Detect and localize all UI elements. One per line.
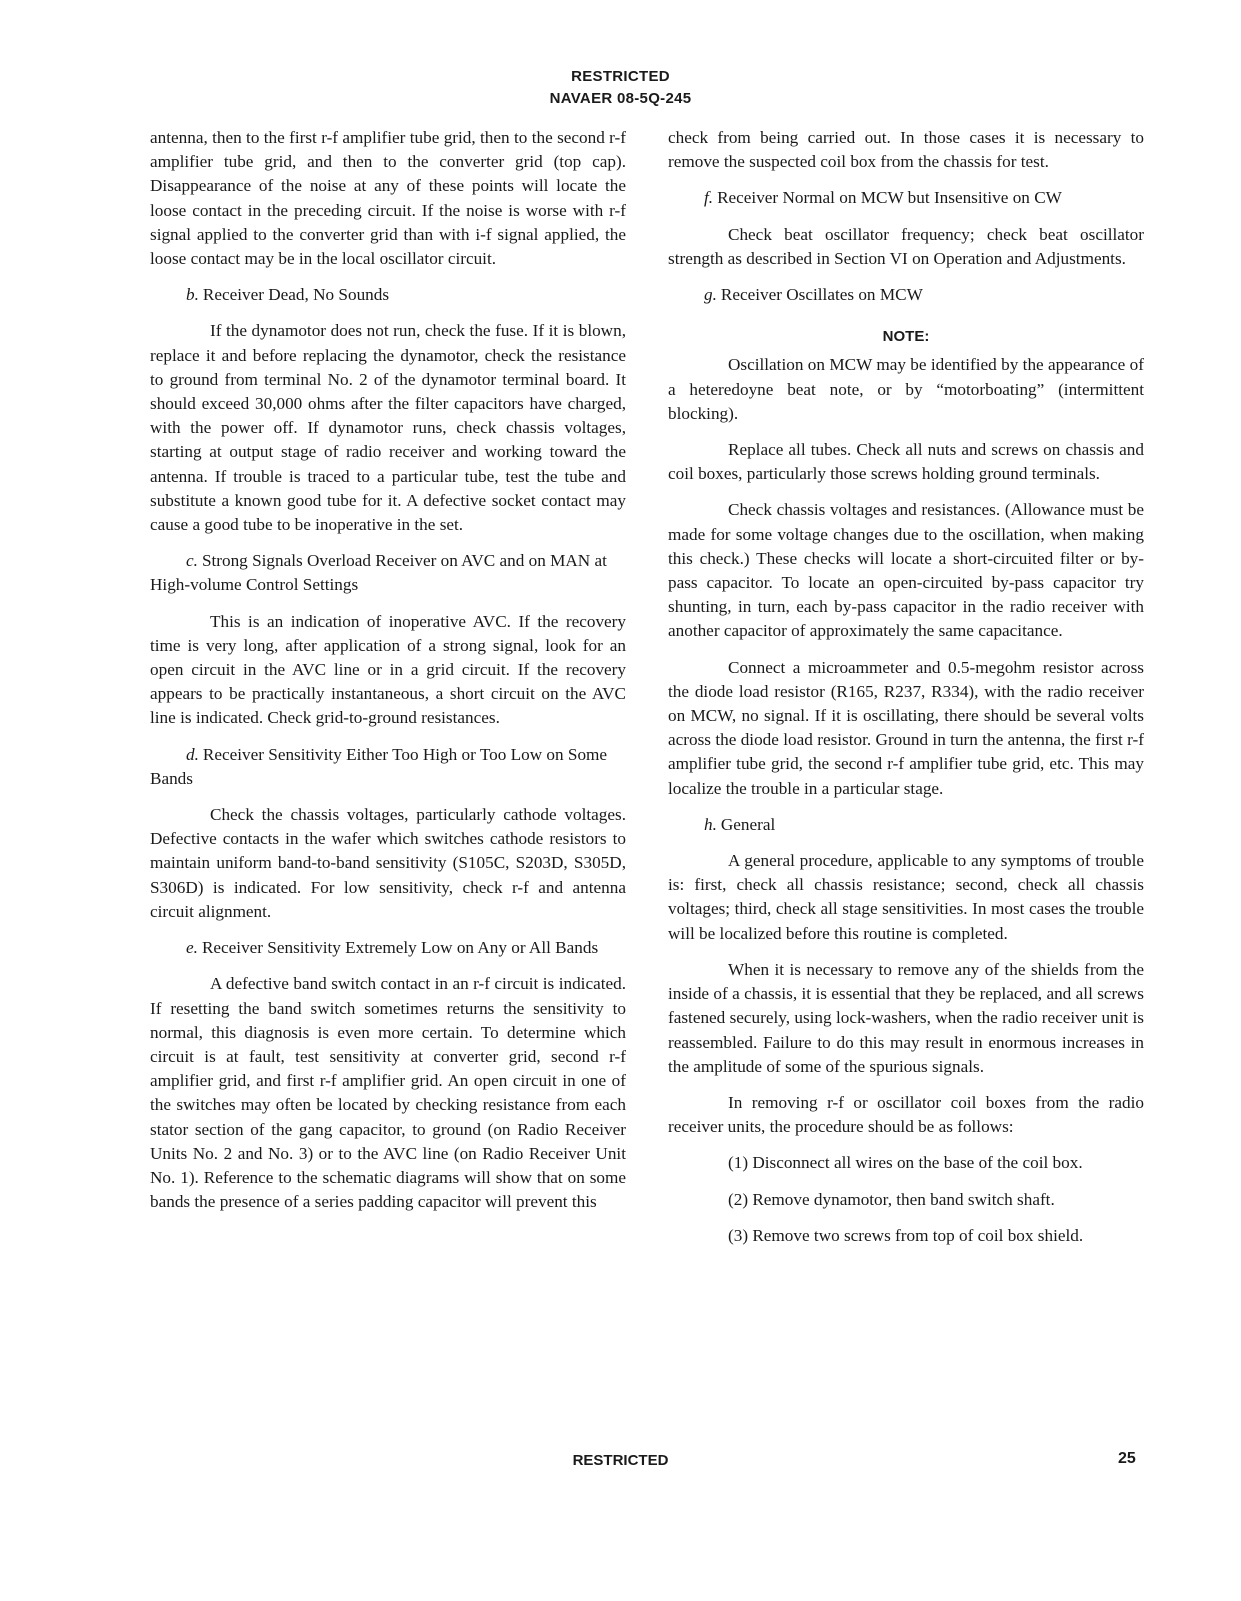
paragraph: Connect a microammeter and 0.5-megohm resistor across the diode load resistor (R165, R237, R334), with the radio receiver on MCW, no signal. If it is oscillating, there should be several volts across the diode load resistor. Ground in turn the antenna, the first r-f amplifier tube grid, the second r-f amplifier tube grid, etc. This may localize the trouble in a particular stage. bbox=[668, 657, 1144, 798]
section-heading-e bbox=[150, 936, 626, 960]
section-letter: e. bbox=[186, 938, 198, 958]
paragraph: When it is necessary to remove any of the shields from the inside of a chassis, it is essential that they be replaced, and all screws fastened securely, using lock-washers, when the radio receiver unit is reassembled. Failure to do this may result in enormous increases in the amplitude of some of the spurious signals. bbox=[668, 959, 1144, 1076]
procedure-step-1: (1) Disconnect all wires on the base of the coil box. bbox=[728, 1153, 1083, 1173]
section-letter: d. bbox=[186, 744, 199, 764]
paragraph: If the dynamotor does not run, check the fuse. If it is blown, replace it and before replacing the dynamotor, check the resistance to ground from terminal No. 2 of the dynamotor terminal board. It should exceed 30,000 ohms after the filter capacitors have charged, with the power off. If dynamotor runs, check chassis voltages, starting at output stage of radio receiver and working toward the antenna. If trouble is traced to a particular tube, test the tube and substitute a known good tube for it. A defective socket contact may cause a good tube to be inoperative in the set. bbox=[150, 321, 626, 535]
section-letter: c. bbox=[186, 551, 198, 571]
section-letter: g. bbox=[704, 285, 717, 305]
paragraph: Check beat oscillator frequency; check beat oscillator strength as described in Section VI on Operation and Adjustments. bbox=[668, 224, 1144, 268]
footer-classification: RESTRICTED bbox=[572, 1452, 669, 1469]
section-title: Receiver Oscillates on MCW bbox=[720, 285, 923, 305]
classification-label: RESTRICTED bbox=[571, 68, 670, 85]
section-heading-c bbox=[150, 549, 626, 597]
paragraph: antenna, then to the first r-f amplifier tube grid, then to the second r-f amplifier tube grid, and then to the converter grid (top cap). Disappearance of the noise at any of these points will locate the loose contact in the preceding circuit. If the noise is worse with r-f signal applied to the converter grid than with i-f signal applied, the loose contact may be in the local oscillator circuit. bbox=[150, 128, 626, 269]
section-heading-d bbox=[150, 743, 626, 791]
document-number: NAVAER 08-5Q-245 bbox=[549, 90, 692, 107]
paragraph: Replace all tubes. Check all nuts and screws on chassis and coil boxes, particularly those screws holding ground terminals. bbox=[668, 440, 1144, 484]
paragraph: A defective band switch contact in an r-f circuit is indicated. If resetting the band switch sometimes returns the sensitivity to normal, this diagnosis is even more certain. To determine which circuit is at fault, test sensitivity at converter grid, second r-f amplifier grid, and first r-f amplifier grid. An open circuit in one of the switches may often be located by checking resistance from each stator section of the gang capacitor, to ground (on Radio Receiver Units No. 2 and No. 3) or to the AVC line (on Radio Receiver Unit No. 1). Reference to the schematic diagrams will show that on some bands the presence of a series padding capacitor will prevent this bbox=[150, 974, 626, 1212]
page-number: 25 bbox=[1118, 1450, 1136, 1467]
procedure-step-3: (3) Remove two screws from top of coil box shield. bbox=[728, 1225, 1084, 1245]
section-title: Receiver Normal on MCW but Insensitive on CW bbox=[717, 188, 1062, 208]
section-title: Receiver Dead, No Sounds bbox=[202, 285, 390, 305]
paragraph: Check the chassis voltages, particularly cathode voltages. Defective contacts in the wafer which switches cathode resistors to maintain uniform band-to-band sensitivity (S105C, S203D, S305D, S306D) is indicated. For low sensitivity, check r-f and antenna circuit alignment. bbox=[150, 805, 626, 921]
section-title: General bbox=[720, 814, 776, 834]
procedure-step-2: (2) Remove dynamotor, then band switch shaft. bbox=[728, 1189, 1055, 1209]
section-title: Strong Signals Overload Receiver on AVC and on MAN at High-volume Control Settings bbox=[150, 551, 607, 595]
section-title: Receiver Sensitivity Extremely Low on Any or All Bands bbox=[201, 938, 599, 958]
section-heading-f bbox=[668, 186, 1144, 210]
left-column bbox=[150, 126, 626, 1226]
paragraph: Check chassis voltages and resistances. (Allowance must be made for some voltage changes due to the oscillation, when making this check.) These checks will locate a short-circuited filter or by-pass capacitor. To locate an open-circuited by-pass capacitor try shunting, in turn, each by-pass capacitor in the radio receiver with another capacitor of approximately the same capacitance. bbox=[668, 500, 1144, 641]
page-header bbox=[0, 66, 1241, 110]
section-letter: b. bbox=[186, 285, 199, 305]
section-title: Receiver Sensitivity Either Too High or Too Low on Some Bands bbox=[150, 744, 608, 788]
paragraph: This is an indication of inoperative AVC. If the recovery time is very long, after application of a strong signal, look for an open circuit in the AVC line or in a grid circuit. If the recovery appears to be practically instantaneous, a short circuit on the AVC line is indicated. Check grid-to-ground resistances. bbox=[150, 611, 626, 728]
section-heading-b bbox=[150, 283, 626, 307]
right-column bbox=[668, 126, 1144, 1260]
paragraph: A general procedure, applicable to any symptoms of trouble is: first, check all chassis resistance; second, check all chassis voltages; third, check all stage sensitivities. In most cases the trouble will be localized before this routine is completed. bbox=[668, 851, 1144, 943]
section-heading-h bbox=[668, 813, 1144, 837]
paragraph: check from being carried out. In those cases it is necessary to remove the suspected coil box from the chassis for test. bbox=[668, 128, 1144, 172]
note-title: NOTE: bbox=[882, 328, 930, 346]
section-heading-g bbox=[668, 283, 1144, 307]
section-letter: f. bbox=[704, 188, 714, 208]
note-body: Oscillation on MCW may be identified by the appearance of a heteredoyne beat note, or by “motorboating” (intermittent blocking). bbox=[668, 355, 1144, 423]
section-letter: h. bbox=[704, 814, 717, 834]
paragraph: In removing r-f or oscillator coil boxes from the radio receiver units, the procedure should be as follows: bbox=[668, 1092, 1144, 1137]
